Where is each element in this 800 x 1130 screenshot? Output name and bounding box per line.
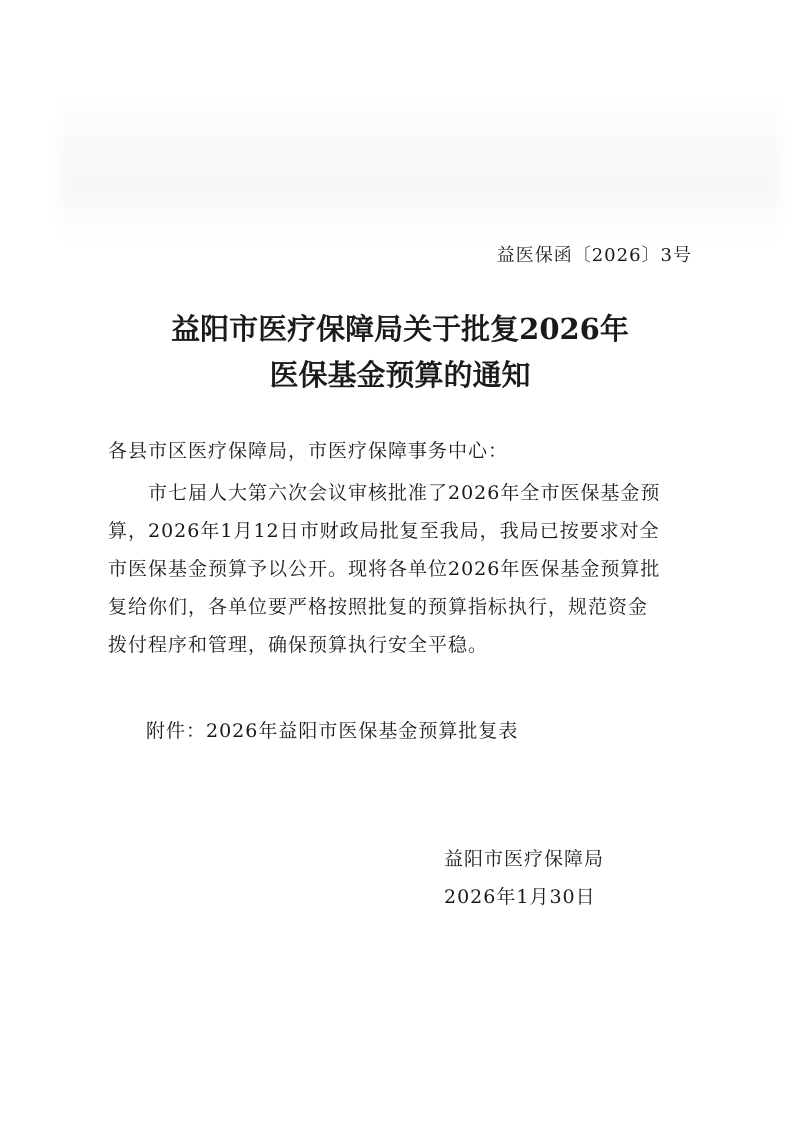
attachment-note: 附件：2026年益阳市医保基金预算批复表 xyxy=(146,720,519,742)
body-line: 市医保基金预算予以公开。现将各单位2026年医保基金预算批 xyxy=(108,558,661,580)
signature-block xyxy=(444,840,604,916)
salutation: 各县市区医疗保障局，市医疗保障事务中心： xyxy=(108,440,509,462)
document-title xyxy=(0,306,800,398)
body-line: 市七届人大第六次会议审核批准了2026年全市医保基金预 xyxy=(148,482,661,504)
body-paragraph xyxy=(108,474,698,664)
title-line-1: 益阳市医疗保障局关于批复2026年 xyxy=(171,312,629,346)
title-line-2: 医保基金预算的通知 xyxy=(269,358,531,392)
signature-organization: 益阳市医疗保障局 xyxy=(444,848,605,870)
document-number: 益医保函〔2026〕3号 xyxy=(496,245,692,266)
signature-date: 2026年1月30日 xyxy=(444,886,596,908)
scan-artifact xyxy=(60,95,780,245)
body-line: 复给你们，各单位要严格按照批复的预算指标执行，规范资金 xyxy=(108,596,649,618)
body-line: 算，2026年1月12日市财政局批复至我局，我局已按要求对全 xyxy=(108,520,660,542)
body-line: 拨付程序和管理，确保预算执行安全平稳。 xyxy=(108,634,489,656)
